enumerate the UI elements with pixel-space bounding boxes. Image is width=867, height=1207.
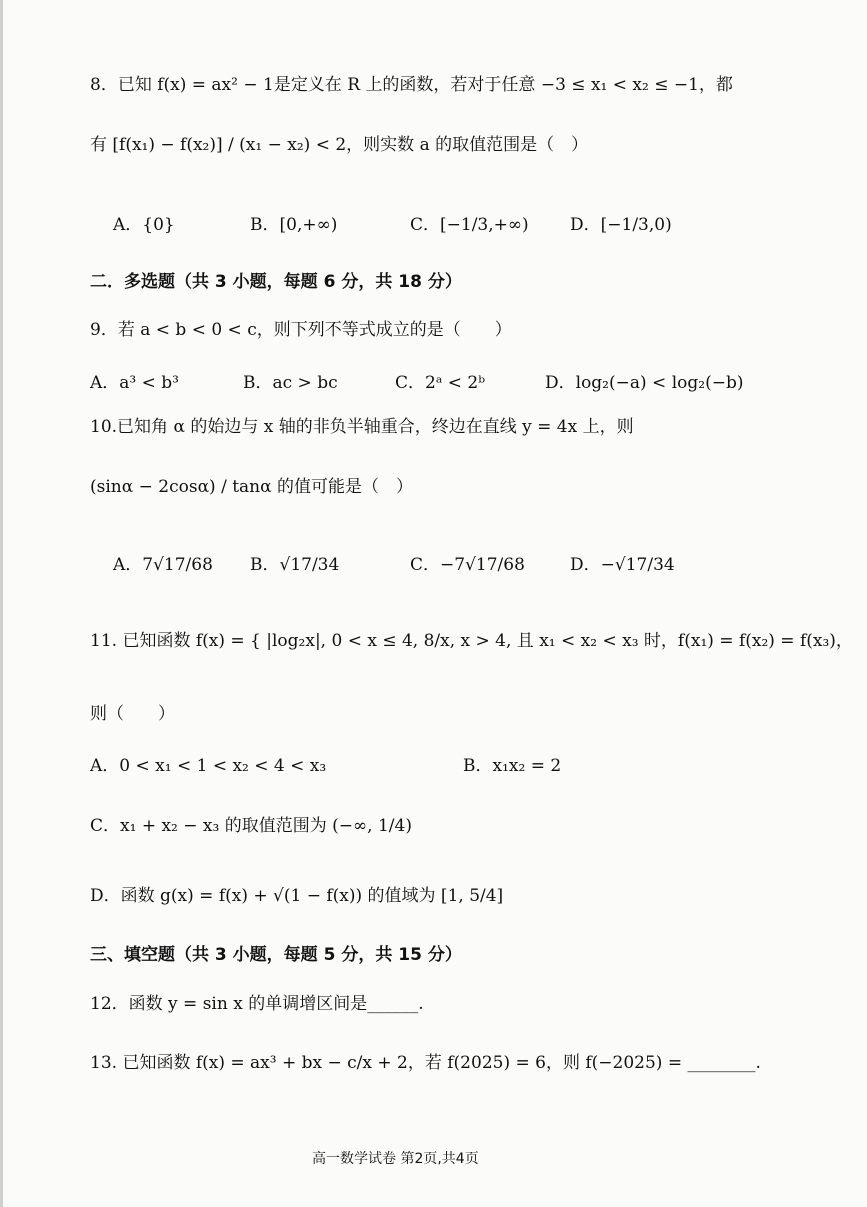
q11-stem: 11. 已知函数 f(x) = { |log₂x|, 0 < x ≤ 4, 8/x, x > 4, 且 x₁ < x₂ < x₃ 时，f(x₁) = f(x₂) = f(x₃)， xyxy=(90,631,853,651)
q10-option-a: A．7√17/68 xyxy=(113,555,213,575)
scan-edge xyxy=(0,0,3,1207)
q9-option-a: A．a³ < b³ xyxy=(90,373,179,393)
q9-option-b: B．ac > bc xyxy=(243,373,338,393)
q10-option-c: C．−7√17/68 xyxy=(410,555,525,575)
q11-option-b: B．x₁x₂ = 2 xyxy=(463,756,562,776)
q8-option-c: C．[−1/3,+∞) xyxy=(410,215,529,235)
q9-stem: 9．若 a < b < 0 < c，则下列不等式成立的是（ ） xyxy=(90,320,512,340)
q9-option-d: D．log₂(−a) < log₂(−b) xyxy=(545,373,744,393)
q11-option-c: C．x₁ + x₂ − x₃ 的取值范围为 (−∞, 1/4) xyxy=(90,816,412,836)
q10-line1: 10.已知角 α 的始边与 x 轴的非负半轴重合，终边在直线 y = 4x 上，则 xyxy=(90,417,634,437)
page-footer: 高一数学试卷 第2页,共4页 xyxy=(312,1151,479,1167)
q8-option-d: D．[−1/3,0) xyxy=(570,215,672,235)
q10-line2: (sinα − 2cosα) / tanα 的值可能是（ ） xyxy=(90,477,414,497)
q8-option-a: A．{0} xyxy=(113,215,175,235)
q10-option-b: B．√17/34 xyxy=(250,555,340,575)
q8-line2: 有 [f(x₁) − f(x₂)] / (x₁ − x₂) < 2，则实数 a 的取值范围是（ ） xyxy=(90,135,589,155)
q13-stem: 13. 已知函数 f(x) = ax³ + bx − c/x + 2，若 f(2025) = 6，则 f(−2025) = ________. xyxy=(90,1053,761,1073)
section-3-heading: 三、填空题（共 3 小题，每题 5 分，共 15 分） xyxy=(90,945,462,965)
q9-option-c: C．2ᵃ < 2ᵇ xyxy=(395,373,486,393)
q8-line1: 8．已知 f(x) = ax² − 1是定义在 R 上的函数，若对于任意 −3 ≤ x₁ < x₂ ≤ −1，都 xyxy=(90,75,733,95)
q11-then: 则（ ） xyxy=(90,704,175,724)
q11-option-d: D．函数 g(x) = f(x) + √(1 − f(x)) 的值域为 [1, 5/4] xyxy=(90,886,504,906)
section-2-heading: 二．多选题（共 3 小题，每题 6 分，共 18 分） xyxy=(90,272,462,292)
q11-option-a: A．0 < x₁ < 1 < x₂ < 4 < x₃ xyxy=(90,756,327,776)
q12-stem: 12．函数 y = sin x 的单调增区间是______. xyxy=(90,994,424,1014)
q10-option-d: D．−√17/34 xyxy=(570,555,675,575)
q8-option-b: B．[0,+∞) xyxy=(250,215,338,235)
